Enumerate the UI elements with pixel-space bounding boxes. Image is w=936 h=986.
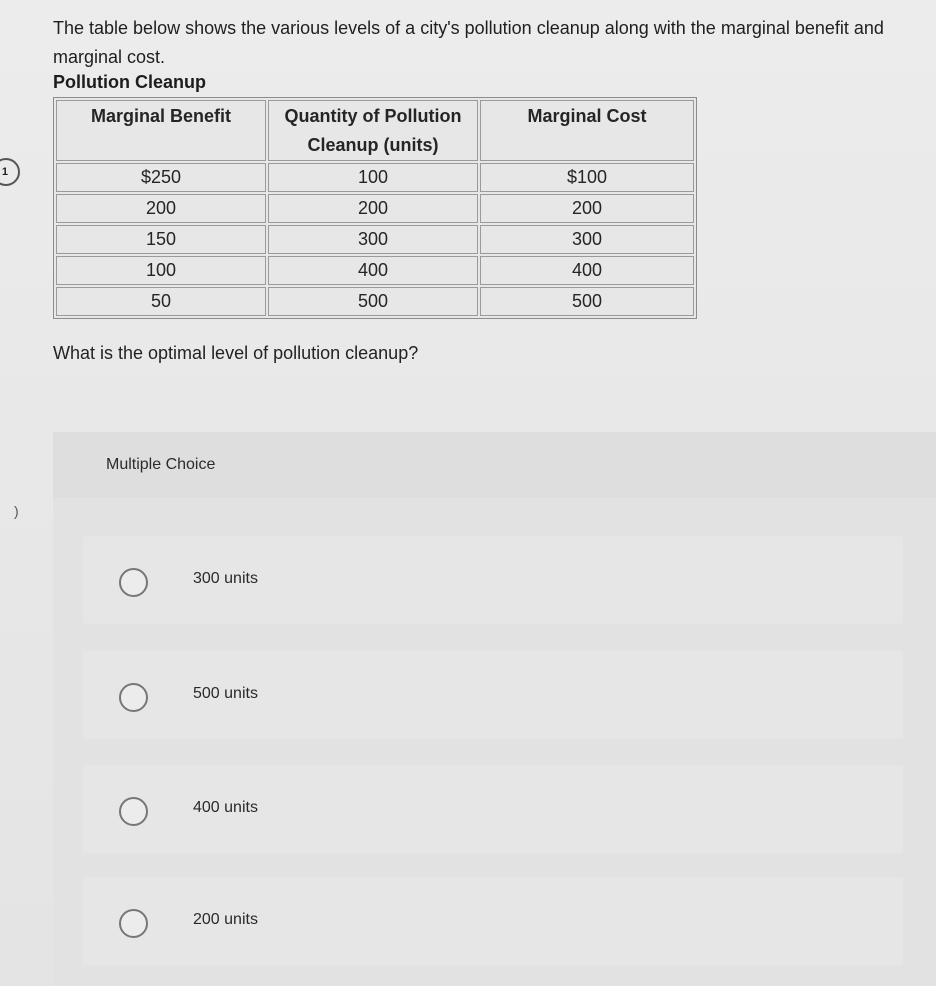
radio-button-icon[interactable] bbox=[119, 683, 148, 712]
table-row bbox=[56, 163, 694, 192]
cell-marginal-benefit: 100 bbox=[56, 256, 266, 285]
multiple-choice-label: Multiple Choice bbox=[106, 456, 216, 473]
cell-quantity: 200 bbox=[268, 194, 478, 223]
cell-marginal-benefit: $250 bbox=[56, 163, 266, 192]
cell-marginal-cost: 300 bbox=[480, 225, 694, 254]
option-label[interactable]: 300 units bbox=[193, 570, 258, 587]
header-marginal-benefit bbox=[56, 100, 266, 161]
table-row bbox=[56, 287, 694, 316]
cell-marginal-benefit: 150 bbox=[56, 225, 266, 254]
table-row bbox=[56, 256, 694, 285]
question-text: What is the optimal level of pollution cleanup? bbox=[53, 343, 419, 363]
option-label[interactable]: 500 units bbox=[193, 685, 258, 702]
radio-button-icon[interactable] bbox=[119, 909, 148, 938]
multiple-choice-panel bbox=[53, 432, 936, 986]
header-quantity-line1: Quantity of Pollution bbox=[284, 106, 462, 126]
option-400-units[interactable] bbox=[83, 765, 903, 853]
question-number-badge[interactable] bbox=[0, 158, 20, 186]
cell-marginal-benefit: 200 bbox=[56, 194, 266, 223]
cell-quantity: 100 bbox=[268, 163, 478, 192]
header-marginal-benefit-label: Marginal Benefit bbox=[90, 106, 232, 126]
cell-marginal-cost: 500 bbox=[480, 287, 694, 316]
table-row bbox=[56, 225, 694, 254]
option-200-units[interactable] bbox=[83, 877, 903, 965]
pollution-cleanup-table bbox=[53, 97, 697, 319]
cell-quantity: 400 bbox=[268, 256, 478, 285]
multiple-choice-header bbox=[53, 432, 936, 498]
header-quantity-line2: Cleanup (units) bbox=[307, 135, 439, 155]
cell-quantity: 500 bbox=[268, 287, 478, 316]
cell-marginal-cost: 400 bbox=[480, 256, 694, 285]
option-500-units[interactable] bbox=[83, 651, 903, 739]
edge-mark: ) bbox=[14, 503, 19, 519]
question-number: 1 bbox=[1, 166, 8, 178]
header-quantity bbox=[268, 100, 478, 161]
radio-button-icon[interactable] bbox=[119, 568, 148, 597]
option-label[interactable]: 400 units bbox=[193, 799, 258, 816]
intro-text: The table below shows the various levels of a city's pollution cleanup along with the marginal benefit and marginal cost. bbox=[53, 18, 884, 67]
radio-button-icon[interactable] bbox=[119, 797, 148, 826]
cell-quantity: 300 bbox=[268, 225, 478, 254]
table-header-row bbox=[56, 100, 694, 161]
cell-marginal-benefit: 50 bbox=[56, 287, 266, 316]
option-300-units[interactable] bbox=[83, 536, 903, 624]
header-marginal-cost-label: Marginal Cost bbox=[527, 106, 647, 126]
cell-marginal-cost: $100 bbox=[480, 163, 694, 192]
cell-marginal-cost: 200 bbox=[480, 194, 694, 223]
option-label[interactable]: 200 units bbox=[193, 911, 258, 928]
table-row bbox=[56, 194, 694, 223]
table-title: Pollution Cleanup bbox=[53, 72, 206, 92]
header-marginal-cost bbox=[480, 100, 694, 161]
